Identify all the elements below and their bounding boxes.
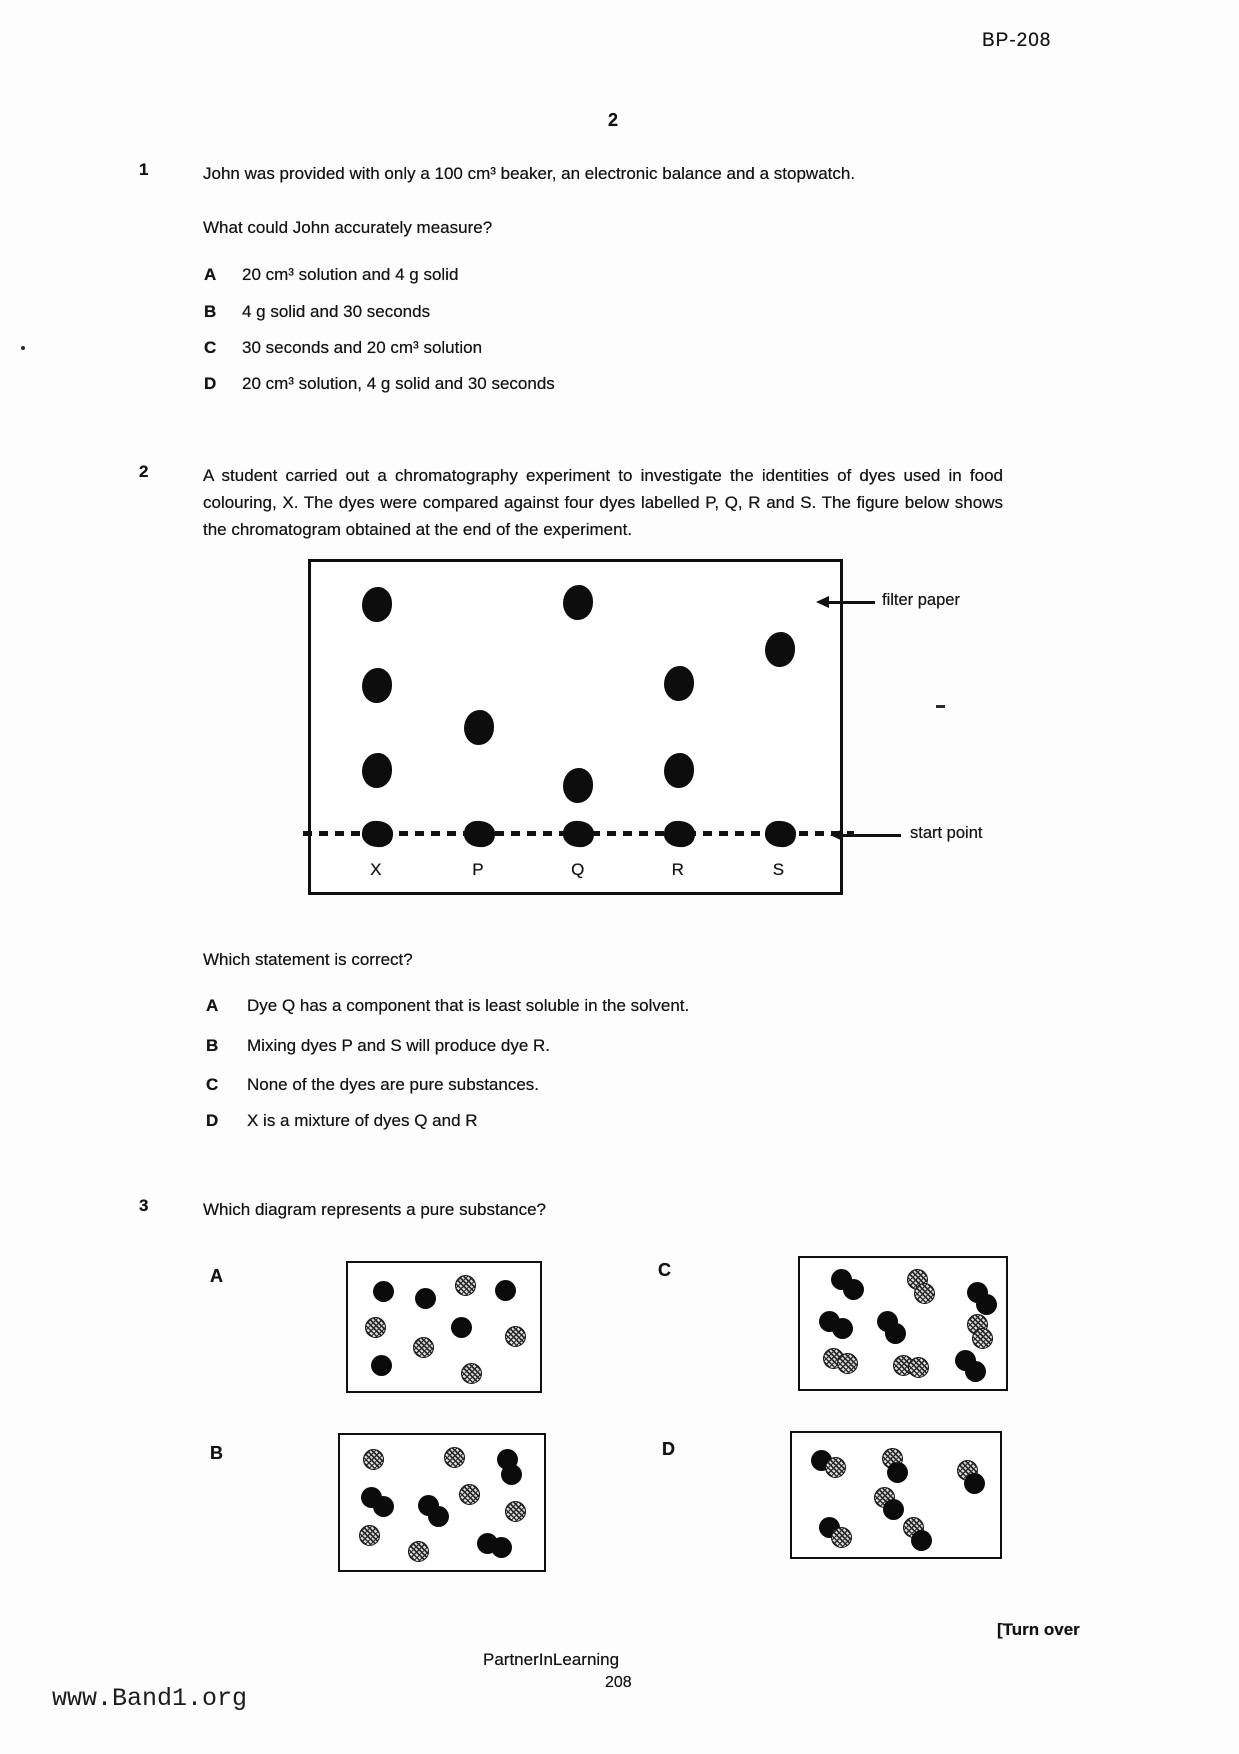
q2-option-letter: B <box>206 1036 219 1055</box>
hatched-particle <box>831 1527 852 1548</box>
solid-particle <box>885 1323 906 1344</box>
dye-spot <box>563 768 593 803</box>
solid-particle <box>964 1473 985 1494</box>
solid-particle <box>976 1294 997 1315</box>
solid-particle <box>832 1318 853 1339</box>
solid-particle <box>843 1279 864 1300</box>
solid-particle <box>371 1355 392 1376</box>
dye-spot <box>362 668 392 703</box>
start-spot <box>763 819 797 849</box>
start-spot <box>562 819 596 849</box>
solid-particle <box>883 1499 904 1520</box>
solid-particle <box>491 1537 512 1558</box>
hatched-particle <box>408 1541 429 1562</box>
hatched-particle <box>363 1449 384 1470</box>
q2-option-text: None of the dyes are pure substances. <box>247 1075 540 1094</box>
q1-option-text: 30 seconds and 20 cm³ solution <box>242 338 483 357</box>
hatched-particle <box>837 1353 858 1374</box>
hatched-particle <box>444 1447 465 1468</box>
column-label: Q <box>571 859 585 879</box>
q2-option-row <box>206 1036 551 1056</box>
q1-text: John was provided with only a 100 cm³ beaker, an electronic balance and a stopwatch. <box>203 164 856 183</box>
hatched-particle <box>825 1457 846 1478</box>
scan-speck <box>21 346 25 350</box>
diagram-box-b <box>338 1433 546 1572</box>
hatched-particle <box>461 1363 482 1384</box>
footer-url: www.Band1.org <box>52 1684 248 1713</box>
q3-number: 3 <box>139 1196 149 1215</box>
diagram-box-c <box>798 1256 1008 1391</box>
solid-particle <box>501 1464 522 1485</box>
dye-spot <box>664 666 694 701</box>
diagram-label-a: A <box>210 1266 223 1286</box>
solid-particle <box>451 1317 472 1338</box>
q3-text: Which diagram represents a pure substance? <box>203 1200 547 1219</box>
q1-option-letter: A <box>204 265 217 284</box>
q1-option-text: 20 cm³ solution, 4 g solid and 30 seconds <box>242 374 555 393</box>
solid-particle <box>911 1530 932 1551</box>
column-label: P <box>472 859 484 879</box>
q1-option-text: 20 cm³ solution and 4 g solid <box>242 265 459 284</box>
q2-option-row <box>206 1075 540 1095</box>
q1-option-letter: B <box>204 302 217 321</box>
footer-brand: PartnerInLearning <box>483 1650 620 1669</box>
hatched-particle <box>413 1337 434 1358</box>
column-label: X <box>370 859 382 879</box>
chromatogram-paper <box>308 559 843 895</box>
hatched-particle <box>972 1328 993 1349</box>
hatched-particle <box>914 1283 935 1304</box>
dye-spot <box>563 585 593 620</box>
q1-option-row <box>204 302 431 322</box>
q1-option-row <box>204 338 483 358</box>
q1-prompt: What could John accurately measure? <box>203 218 493 237</box>
diagram-box-d <box>790 1431 1002 1559</box>
diagram-label-c: C <box>658 1260 671 1280</box>
start-spot <box>662 819 696 849</box>
dye-spot <box>664 753 694 788</box>
hatched-particle <box>505 1501 526 1522</box>
q1-option-letter: C <box>204 338 217 357</box>
dye-spot <box>765 632 795 667</box>
start-spot <box>463 819 497 849</box>
dye-spot <box>362 753 392 788</box>
filter-paper-arrow-line <box>827 601 875 604</box>
q1-option-row <box>204 374 555 394</box>
solid-particle <box>495 1280 516 1301</box>
q2-option-letter: C <box>206 1075 219 1094</box>
solid-particle <box>428 1506 449 1527</box>
diagram-box-a <box>346 1261 542 1393</box>
filter-paper-label: filter paper <box>882 591 960 609</box>
column-label: R <box>671 859 684 879</box>
solid-particle <box>415 1288 436 1309</box>
diagram-label-d: D <box>662 1439 675 1459</box>
dye-spot <box>464 710 494 745</box>
solid-particle <box>965 1361 986 1382</box>
q1-number: 1 <box>139 160 149 179</box>
hatched-particle <box>455 1275 476 1296</box>
hatched-particle <box>908 1357 929 1378</box>
q2-option-text: X is a mixture of dyes Q and R <box>247 1111 478 1130</box>
turn-over-note: [Turn over <box>997 1620 1080 1639</box>
q2-option-text: Dye Q has a component that is least soluble in the solvent. <box>247 996 690 1015</box>
solid-particle <box>373 1281 394 1302</box>
q2-option-letter: A <box>206 996 219 1015</box>
start-point-label: start point <box>910 824 983 842</box>
q2-prompt: Which statement is correct? <box>203 950 413 969</box>
q2-number: 2 <box>139 462 149 481</box>
hatched-particle <box>359 1525 380 1546</box>
start-point-arrow-line <box>841 834 901 837</box>
footer-page-code: 208 <box>605 1674 632 1691</box>
diagram-label-b: B <box>210 1443 223 1463</box>
page-number: 2 <box>608 110 619 130</box>
chromatogram-figure <box>308 559 1028 899</box>
hatched-particle <box>459 1484 480 1505</box>
q2-option-row <box>206 996 690 1016</box>
dye-spot <box>362 587 392 622</box>
paper-code: BP-208 <box>982 30 1052 51</box>
q1-option-text: 4 g solid and 30 seconds <box>242 302 431 321</box>
q2-option-text: Mixing dyes P and S will produce dye R. <box>247 1036 551 1055</box>
hatched-particle <box>365 1317 386 1338</box>
q1-option-letter: D <box>204 374 217 393</box>
solid-particle <box>373 1496 394 1517</box>
column-label: S <box>772 859 785 879</box>
q2-text: A student carried out a chromatography experiment to investigate the identities of dyes used in food colouring, X. The dyes were compared against four dyes labelled P, Q, R and S. The figure below shows the chromatogram obtained at the end of the experiment. <box>203 466 1003 539</box>
hatched-particle <box>505 1326 526 1347</box>
q1-option-row <box>204 265 459 285</box>
q2-option-letter: D <box>206 1111 219 1130</box>
q2-option-row <box>206 1111 478 1131</box>
solid-particle <box>887 1462 908 1483</box>
start-spot <box>361 819 395 849</box>
